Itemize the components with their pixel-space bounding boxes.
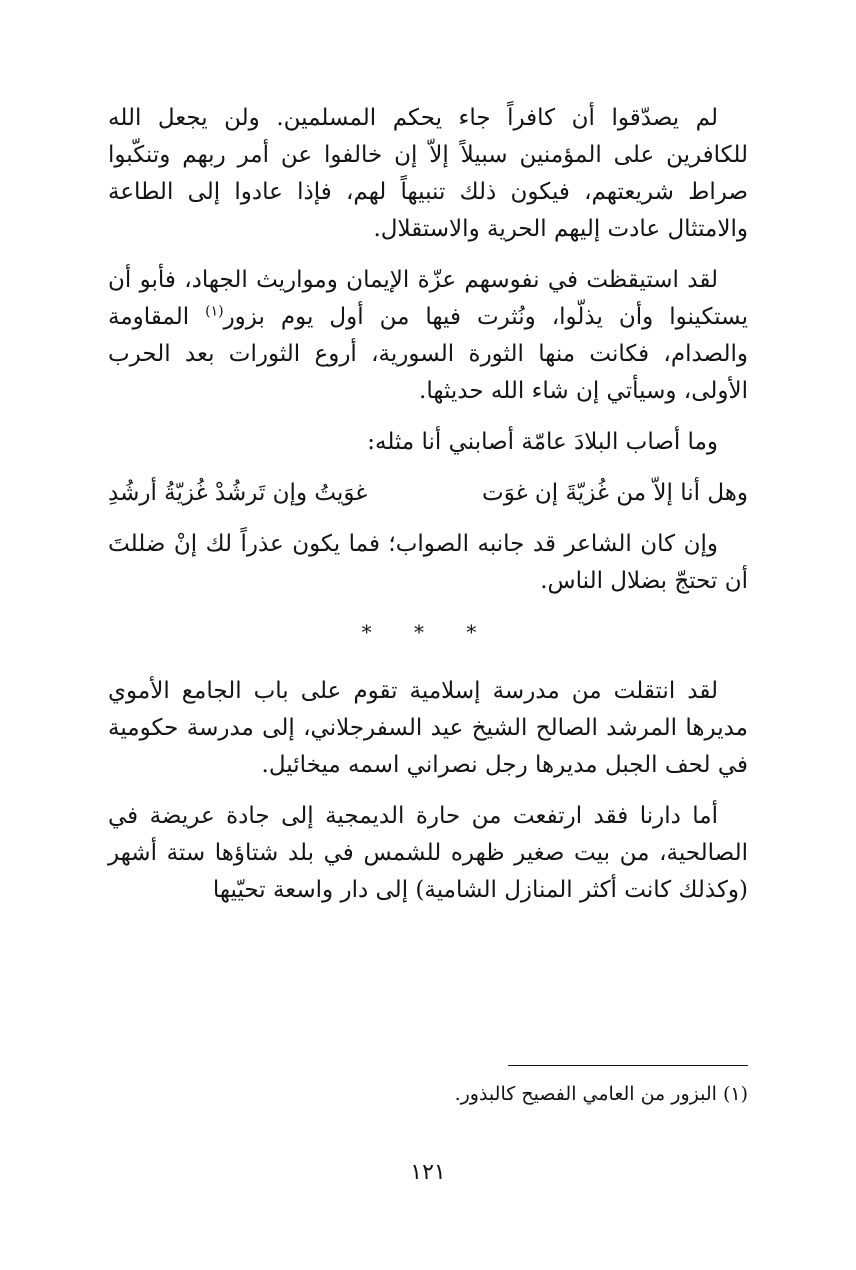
footnote-text: (١) البزور من العامي الفصيح كالبذور. [454, 1083, 748, 1105]
paragraph-2 [108, 262, 748, 410]
paragraph-1: لم يصدّقوا أن كافراً جاء يحكم المسلمين. ولن يجعل الله للكافرين على المؤمنين سبيلاً إلاّ إن خالفوا عن أمر ربهم وتنكّبوا صراط شريعتهم، فيكون ذلك تنبيهاً لهم، فإذا عادوا إلى الطاعة والامتثال عادت إليهم الحرية والاستقلال. [108, 105, 748, 242]
poetry-verse [108, 475, 748, 512]
paragraph-2-text-a: لقد استيقظت في نفوسهم عزّة الإيمان ومواريث الجهاد، فأبو أن يستكينوا وأن يذلّوا، ونُثرت فيها من أول يوم بزور [108, 267, 749, 330]
page-body [108, 100, 748, 923]
paragraph-4: وإن كان الشاعر قد جانبه الصواب؛ فما يكون عذراً لك إنْ ضللتَ أن تحتجّ بضلال الناس. [108, 531, 748, 594]
page-number: ١٢١ [410, 1160, 446, 1185]
paragraph-5: لقد انتقلت من مدرسة إسلامية تقوم على باب الجامع الأموي مديرها المرشد الصالح الشيخ عيد السفرجلاني، إلى مدرسة حكومية في لحف الجبل مديرها رجل نصراني اسمه ميخائيل. [108, 678, 748, 778]
verse-first-hemistich: وهل أنا إلاّ من غُزيّةَ إن غوَت [482, 480, 748, 506]
paragraph-2-text-b: المقاومة والصدام، فكانت منها الثورة السورية، أروع الثورات بعد الحرب الأولى، وسيأتي إن شاء الله حديثها. [108, 304, 748, 404]
paragraph-3: وما أصاب البلادَ عامّة أصابني أنا مثله: [367, 429, 718, 455]
footnote-marker: (١) [205, 303, 224, 320]
paragraph-6: أما دارنا فقد ارتفعت من حارة الديمجية إلى جادة عريضة في الصالحية، من بيت صغير ظهره للشمس في بلد شتاؤها ستة أشهر (وكذلك كانت أكثر المنازل الشامية) إلى دار واسعة تحيّيها [108, 803, 748, 903]
section-separator: * * * [361, 620, 495, 644]
footnote-divider [508, 1065, 748, 1066]
verse-second-hemistich: غوَيتُ وإن تَرشُدْ غُزيّةُ أرشُدِ [108, 480, 368, 506]
